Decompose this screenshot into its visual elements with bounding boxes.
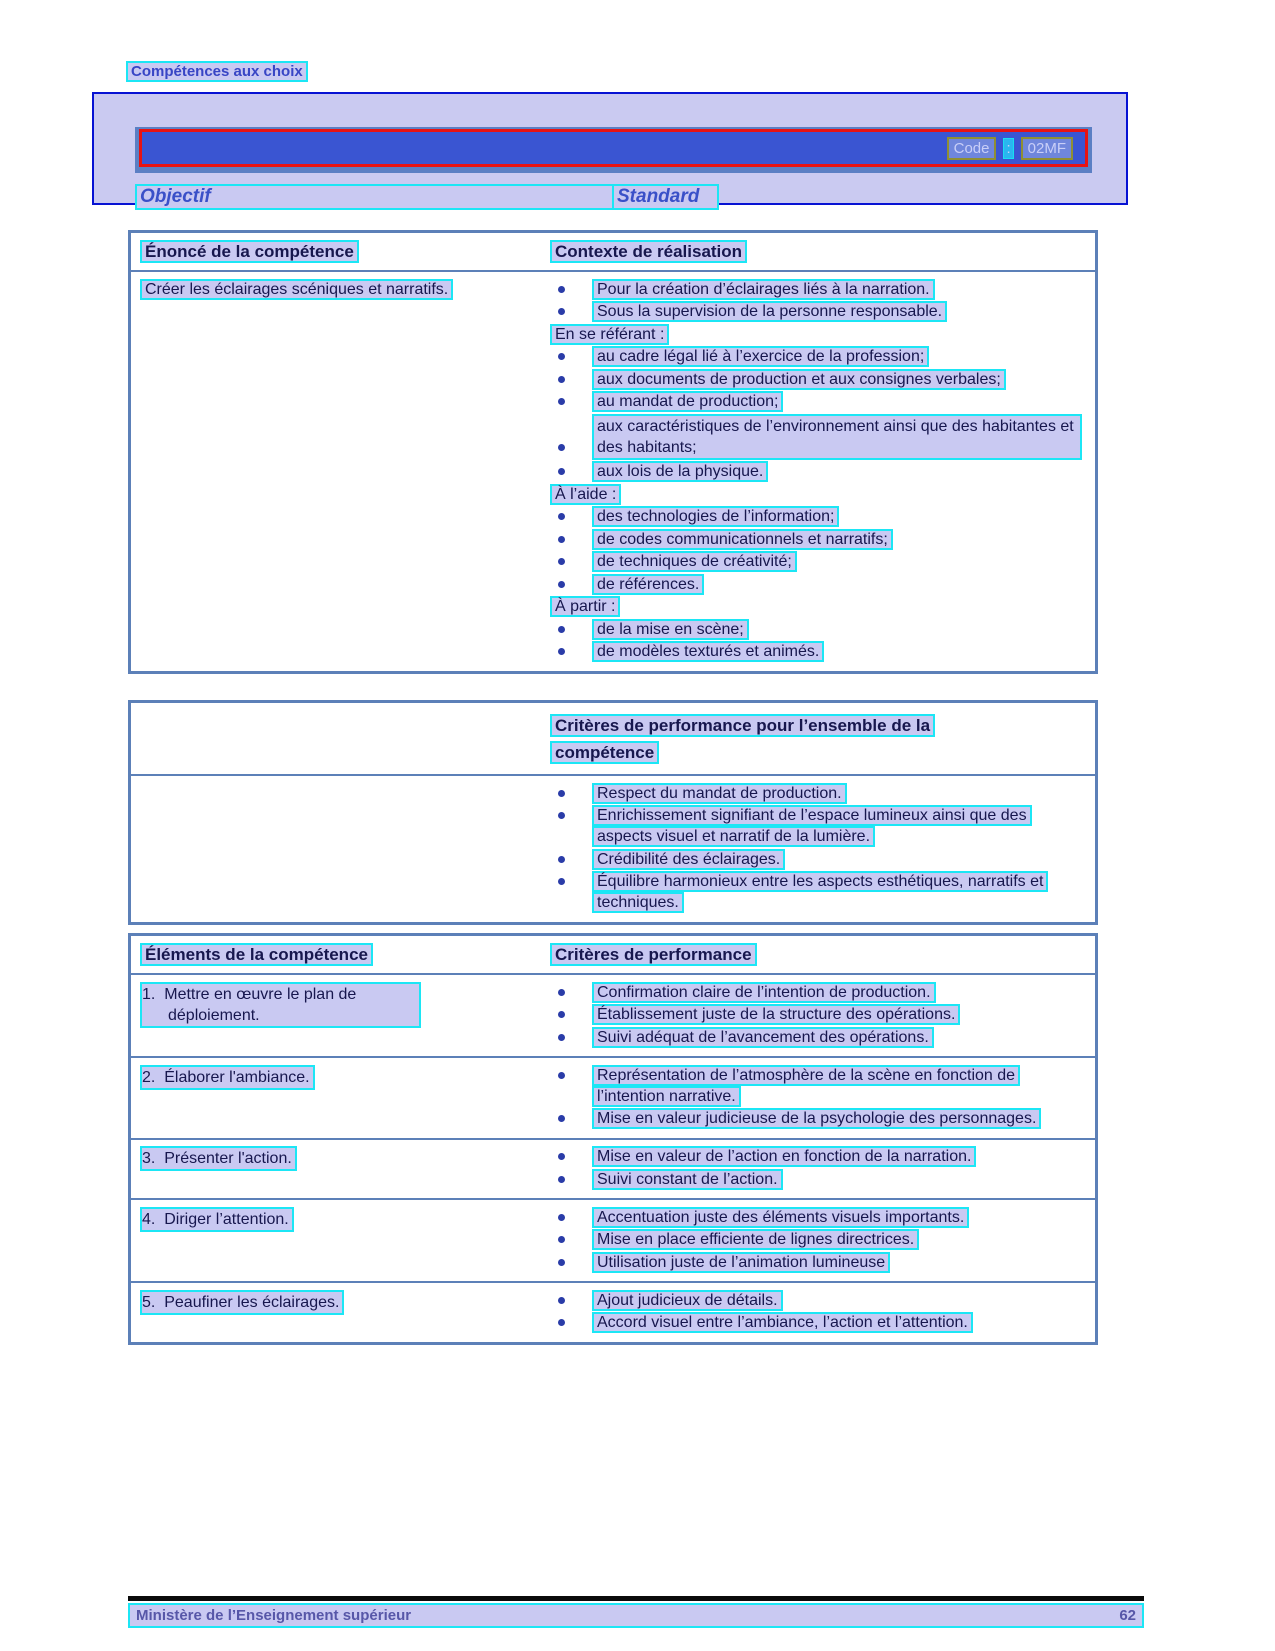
list-item: aux caractéristiques de l’environnement ainsi que des habitantes et des habitants;	[550, 414, 1086, 460]
list-item: En se référant :	[550, 324, 1086, 345]
list-item: Accord visuel entre l’ambiance, l’action et l’attention.	[550, 1312, 1086, 1333]
list-item: Équilibre harmonieux entre les aspects esthétiques, narratifs et techniques.	[550, 871, 1086, 913]
element-number: 2.	[142, 1068, 156, 1086]
criteria-cell	[550, 1145, 1086, 1192]
table2-left-cell	[140, 781, 550, 915]
element-cell	[140, 1205, 550, 1274]
list-item: de références.	[550, 574, 1086, 595]
list-item: Sous la supervision de la personne responsable.	[550, 301, 1086, 322]
element-label: Peaufiner les éclairages.	[164, 1293, 340, 1311]
standard-heading: Standard	[612, 184, 719, 210]
bullet-icon	[550, 982, 585, 1003]
element-cell	[140, 980, 550, 1049]
title-bar	[139, 129, 1088, 167]
list-item: Accentuation juste des éléments visuels importants.	[550, 1207, 1086, 1228]
list-item: Suivi adéquat de l’avancement des opérations.	[550, 1027, 1086, 1048]
bullet-icon	[550, 1229, 585, 1250]
bullet-icon	[550, 1169, 585, 1190]
list-item: Mise en place efficiente de lignes directrices.	[550, 1229, 1086, 1250]
bullet-icon	[550, 391, 585, 412]
bullet-icon	[550, 1108, 585, 1129]
code-label: Code	[947, 137, 997, 160]
bullet-icon	[550, 1252, 585, 1273]
list-item: Établissement juste de la structure des opérations.	[550, 1004, 1086, 1025]
table-enonce-contexte	[128, 230, 1098, 674]
element-number: 3.	[142, 1150, 156, 1167]
element-label: Mettre en œuvre le plan de déploiement.	[164, 985, 357, 1024]
table2-header-right: Critères de performance pour l’ensemble de la compétence	[550, 712, 1086, 766]
footer-ministry: Ministère de l’Enseignement supérieur	[136, 1607, 412, 1624]
bullet-icon	[550, 1146, 585, 1167]
bullet-icon	[550, 551, 585, 572]
list-item: de modèles texturés et animés.	[550, 641, 1086, 662]
list-item: À l’aide :	[550, 484, 1086, 505]
bullet-icon	[550, 1027, 585, 1048]
list-item: Respect du mandat de production.	[550, 783, 1086, 804]
element-cell	[140, 1063, 550, 1131]
bullet-icon	[550, 1207, 585, 1228]
list-item: de techniques de créativité;	[550, 551, 1086, 572]
list-item: de codes communicationnels et narratifs;	[550, 529, 1086, 550]
table3-header-right: Critères de performance	[550, 945, 1086, 965]
element-cell	[140, 1288, 550, 1335]
list-item: Ajout judicieux de détails.	[550, 1290, 1086, 1311]
bullet-icon	[550, 805, 585, 826]
bullet-icon	[550, 1290, 585, 1311]
bullet-icon	[550, 849, 585, 870]
bullet-icon	[550, 1312, 585, 1333]
criteria-cell	[550, 980, 1086, 1049]
table3-row-3	[131, 1138, 1095, 1199]
list-item: au cadre légal lié à l’exercice de la profession;	[550, 346, 1086, 367]
element-number: 1.	[142, 985, 156, 1003]
list-item: Mise en valeur de l’action en fonction de la narration.	[550, 1146, 1086, 1167]
bullet-icon	[550, 369, 585, 390]
bullet-icon	[550, 461, 585, 482]
table3-row-4	[131, 1198, 1095, 1281]
bullet-icon	[550, 1004, 585, 1025]
list-item: Confirmation claire de l’intention de production.	[550, 982, 1086, 1003]
list-item: Enrichissement signifiant de l’espace lumineux ainsi que des aspects visuel et narratif de la lumière.	[550, 805, 1086, 847]
bullet-icon	[550, 871, 585, 892]
table2-header-row	[131, 703, 1095, 776]
list-item: Crédibilité des éclairages.	[550, 849, 1086, 870]
table-criteres-ensemble	[128, 700, 1098, 925]
bullet-icon	[550, 529, 585, 550]
table3-header-row	[131, 936, 1095, 975]
document-title-text: Compétences aux choix	[126, 61, 308, 82]
criteria-cell	[550, 1205, 1086, 1274]
document-title	[126, 63, 308, 80]
bullet-icon	[550, 1065, 585, 1086]
list-item: Représentation de l’atmosphère de la scène en fonction de l’intention narrative.	[550, 1065, 1086, 1107]
element-number: 5.	[142, 1293, 156, 1311]
table2-body-row	[131, 776, 1095, 922]
element-number: 4.	[142, 1210, 156, 1228]
bullet-icon	[550, 301, 585, 322]
table1-right-cell	[550, 277, 1086, 664]
list-item: aux documents de production et aux consignes verbales;	[550, 369, 1086, 390]
table3-header-left: Éléments de la compétence	[140, 945, 550, 965]
table1-header-row	[131, 233, 1095, 272]
table-elements-criteres	[128, 933, 1098, 1345]
table2-header-left-empty	[140, 712, 550, 766]
title-bar-frame	[135, 127, 1092, 173]
list-item: au mandat de production;	[550, 391, 1086, 412]
footer-bar	[128, 1603, 1144, 1628]
code-value: 02MF	[1021, 137, 1073, 160]
bullet-icon	[550, 437, 585, 458]
list-item: Utilisation juste de l’animation lumineuse	[550, 1252, 1086, 1273]
table3-row-2	[131, 1056, 1095, 1138]
footer-rule	[128, 1596, 1144, 1601]
element-label: Présenter l'action.	[164, 1150, 292, 1167]
bullet-icon	[550, 279, 585, 300]
table3-row-5	[131, 1281, 1095, 1342]
bullet-icon	[550, 783, 585, 804]
list-item: des technologies de l’information;	[550, 506, 1086, 527]
criteria-cell	[550, 1063, 1086, 1131]
code-separator: :	[1003, 138, 1013, 159]
bullet-icon	[550, 346, 585, 367]
table1-body-row	[131, 272, 1095, 671]
table1-header-left: Énoncé de la compétence	[140, 242, 550, 262]
criteria-cell	[550, 1288, 1086, 1335]
list-item: de la mise en scène;	[550, 619, 1086, 640]
table2-right-cell	[550, 781, 1086, 915]
list-item: aux lois de la physique.	[550, 461, 1086, 482]
element-cell	[140, 1145, 550, 1192]
bullet-icon	[550, 506, 585, 527]
table3-row-1	[131, 975, 1095, 1056]
footer-page-number: 62	[1119, 1607, 1136, 1624]
table1-header-right: Contexte de réalisation	[550, 242, 1086, 262]
list-item: Mise en valeur judicieuse de la psychologie des personnages.	[550, 1108, 1086, 1129]
bullet-icon	[550, 641, 585, 662]
element-label: Diriger l’attention.	[164, 1210, 289, 1228]
competence-statement: Créer les éclairages scéniques et narratifs.	[140, 279, 453, 300]
list-item: Pour la création d’éclairages liés à la narration.	[550, 279, 1086, 300]
objectif-heading: Objectif	[135, 184, 713, 210]
element-label: Élaborer l'ambiance.	[164, 1068, 310, 1086]
bullet-icon	[550, 619, 585, 640]
list-item: Suivi constant de l’action.	[550, 1169, 1086, 1190]
bullet-icon	[550, 574, 585, 595]
table1-left-cell	[140, 277, 550, 664]
list-item: À partir :	[550, 596, 1086, 617]
